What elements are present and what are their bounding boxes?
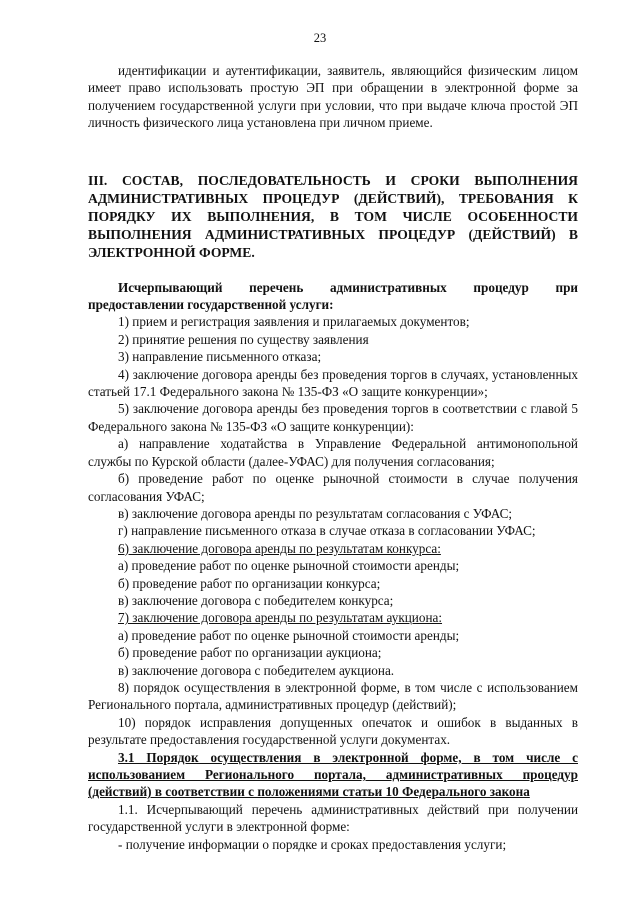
list-item: 3) направление письменного отказа; — [118, 349, 322, 365]
list-item: 1) прием и регистрация заявления и прилагаемых документов; — [118, 314, 470, 330]
list-item: в) заключение договора с победителем конкурса; — [118, 592, 394, 608]
list-item: а) проведение работ по оценке рыночной стоимости аренды; — [118, 627, 460, 643]
list-intro: Исчерпывающий перечень административных процедур при предоставлении государственной услуги: — [88, 279, 578, 313]
section-heading: III. СОСТАВ, ПОСЛЕДОВАТЕЛЬНОСТЬ И СРОКИ ВЫПОЛНЕНИЯ АДМИНИСТРАТИВНЫХ ПРОЦЕДУР (ДЕЙСТВИЙ), ТРЕБОВАНИЯ К ПОРЯДКУ ИХ ВЫПОЛНЕНИЯ, В ТОМ ЧИСЛЕ ОСОБЕННОСТИ ВЫПОЛНЕНИЯ АДМИНИСТРАТИВНЫХ ПРОЦЕДУР (ДЕЙСТВИЙ) В ЭЛЕКТРОННОЙ ФОРМЕ. — [88, 172, 578, 260]
list-item: 4) заключение договора аренды без проведения торгов в случаях, установленных статьей 17.1 Федерального закона № 135-ФЗ «О защите конкуренции»; — [88, 366, 578, 400]
page-number: 23 — [313, 31, 327, 45]
last-list-item: - получение информации о порядке и сроках предоставления услуги; — [118, 836, 507, 852]
list-item: г) направление письменного отказа в случае отказа в согласовании УФАС; — [118, 523, 536, 539]
subsection-paragraph: 1.1. Исчерпывающий перечень административных действий при получении государственной услуги в электронной форме: — [88, 801, 578, 835]
list-item: 2) принятие решения по существу заявления — [118, 331, 369, 347]
list-item: в) заключение договора с победителем аукциона. — [118, 662, 395, 678]
list-item: б) проведение работ по оценке рыночной стоимости в случае получения согласования УФАС; — [88, 471, 578, 504]
list-item: в) заключение договора аренды по результатам согласования с УФАС; — [118, 505, 513, 521]
list-item: а) проведение работ по оценке рыночной стоимости аренды; — [118, 558, 460, 574]
list-item: б) проведение работ по организации конкурса; — [118, 575, 381, 591]
list-item: 8) порядок осуществления в электронной форме, в том числе с использованием Регионального портала, административных процедур (действий); — [88, 679, 578, 713]
list-item-underlined: 7) заключение договора аренды по результатам аукциона: — [118, 610, 443, 626]
document-body — [88, 62, 578, 853]
procedures-list — [88, 313, 578, 748]
subsection-heading: 3.1 Порядок осуществления в электронной форме, в том числе с использованием Регионального портала, административных процедур (действий) в соответствии с положениями статьи 10 Федерального закона — [88, 749, 578, 800]
list-item-underlined: 6) заключение договора аренды по результатам конкурса: — [118, 540, 441, 556]
intro-paragraph: идентификации и аутентификации, заявитель, являющийся физическим лицом имеет право использовать простую ЭП при обращении в электронной форме за получением государственной услуги при условии, что при выдаче ключа простой ЭП личность физического лица установлена при личном приеме. — [88, 63, 578, 131]
list-item: а) направление ходатайства в Управление Федеральной антимонопольной службы по Курской области (далее-УФАС) для получения согласования; — [88, 436, 578, 469]
list-item: 5) заключение договора аренды без проведения торгов в соответствии с главой 5 Федерального закона № 135-ФЗ «О защите конкуренции): — [88, 401, 578, 434]
list-item: б) проведение работ по организации аукциона; — [118, 645, 382, 661]
list-item: 10) порядок исправления допущенных опечаток и ошибок в выданных в результате предоставления государственной услуги документах. — [88, 714, 578, 748]
